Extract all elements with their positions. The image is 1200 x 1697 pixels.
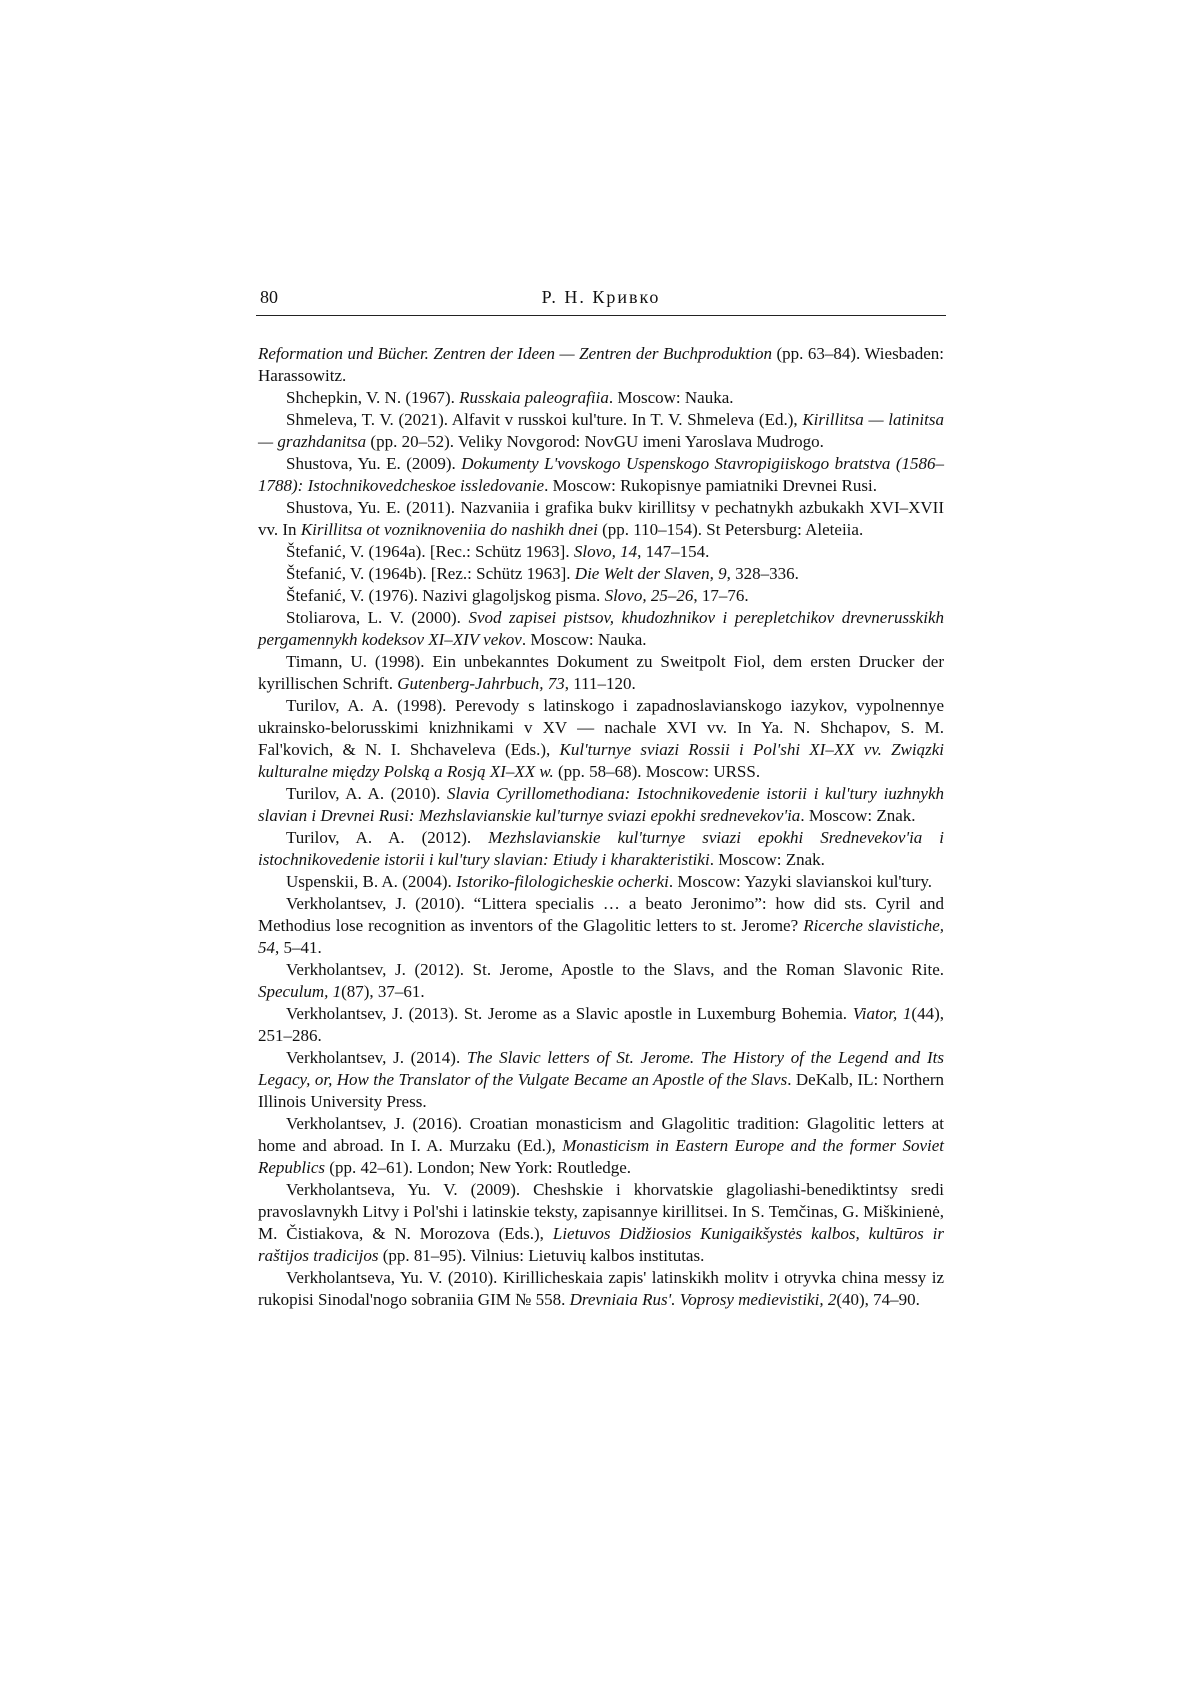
reference-text: Verkholantsev, J. (2014). [286,1048,467,1067]
reference-entry [258,541,944,563]
reference-title: Istoriko-filologicheskie ocherki [456,872,669,891]
reference-title: Russkaia paleografiia [459,388,609,407]
reference-text: . DeKalb, IL: Northern Illinois University Press. [258,1070,944,1111]
reference-text: Verkholantsev, J. (2016). Croatian monasticism and Glagolitic tradition: Glagolitic letters at home and abroad. In I. A. Murzaku (Ed.), [258,1114,944,1155]
reference-entry [258,409,944,453]
reference-text: Štefanić, V. (1964a). [Rec.: Schütz 1963]. [286,542,574,561]
reference-entry [258,1113,944,1179]
reference-title: Svod zapisei pistsov, khudozhnikov i perepletchikov drevnerusskikh pergamennykh kodeksov XI–XIV vekov [258,608,944,649]
reference-text: Stoliarova, L. V. (2000). [286,608,469,627]
reference-entry [258,695,944,783]
reference-entry [258,827,944,871]
reference-text: (44), 251–286. [258,1004,944,1045]
reference-text: Shmeleva, T. V. (2021). Alfavit v russkoi kul'ture. In T. V. Shmeleva (Ed.), [286,410,803,429]
reference-entry [258,651,944,695]
reference-text: , 328–336. [726,564,799,583]
reference-title: Kirillitsa — latinitsa — grazhdanitsa [258,410,944,451]
reference-text: Verkholantsev, J. (2010). “Littera specialis … a beato Jeronimo”: how did sts. Cyril and Methodius lose recognition as inventors of the Glagolitic letters to st. Jerome? [258,894,944,935]
reference-entry [258,959,944,1003]
reference-text: (pp. 110–154). St Petersburg: Aleteiia. [597,520,864,539]
reference-text: (87), 37–61. [341,982,425,1001]
reference-title: Viator, 1 [852,1004,912,1023]
reference-text: Shustova, Yu. E. (2011). Nazvaniia i grafika bukv kirillitsy v pechatnykh azbukakh XVI–XVII vv. In [258,498,944,539]
reference-entry [258,1003,944,1047]
reference-text: Štefanić, V. (1976). Nazivi glagoljskog pisma. [286,586,605,605]
reference-text: . Moscow: Nauka. [521,630,647,649]
reference-text: Turilov, A. A. (2010). [286,784,448,803]
reference-text: Shchepkin, V. N. (1967). [286,388,460,407]
reference-title: Mezhslavianskie kul'turnye sviazi epokhi Srednevekov'ia i istochnikovedenie istorii i kul'tury slavian: Etiudy i kharakteristiki [258,828,944,869]
reference-text: (pp. 42–61). London; New York: Routledge. [325,1158,632,1177]
reference-title: Slavia Cyrillomethodiana: Istochnikovedenie istorii i kul'tury iuzhnykh slavian i Drevnei Rusi: Mezhslavianskie kul'turnye sviazi epokhi srednevekov'ia [258,784,945,825]
reference-title: Kirillitsa ot vozniknoveniia do nashikh dnei [300,520,598,539]
reference-text: (pp. 81–95). Vilnius: Lietuvių kalbos institutas. [378,1246,705,1265]
reference-entry [258,387,944,409]
reference-text: Turilov, A. A. (1998). Perevody s latinskogo i zapadnoslavianskogo iazykov, vypolnennye ukrainsko-belorusskimi knizhnikami v XV — nachale XVI vv. In Ya. N. Shchapov, S. M. Fal'kovich, & N. I. Shchaveleva (Eds.), [258,696,944,759]
reference-entry [258,563,944,585]
reference-text: . Moscow: Nauka. [608,388,734,407]
reference-title: Speculum, 1 [258,982,342,1001]
reference-text: Verkholantseva, Yu. V. (2009). Cheshskie i khorvatskie glagoliashi-benediktintsy sredi pravoslavnykh Litvy i Pol'shi i latinskie teksty, zapisannye kirillitsei. In S. Temčinas, G. Miškinienė, M. Čistiakova, & N. Morozova (Eds.), [258,1180,944,1243]
reference-text: Turilov, A. A. (2012). [286,828,489,847]
reference-entry [258,1267,944,1311]
running-header [256,287,946,316]
reference-entry [258,585,944,607]
page-number: 80 [260,287,278,307]
reference-title: Slovo, 14 [573,542,638,561]
reference-title: Drevniaia Rus'. Voprosy medievistiki, 2 [569,1290,837,1309]
reference-title: Reformation und Bücher. Zentren der Ideen — Zentren der Buchproduktion [258,344,772,363]
reference-title: Dokumenty L'vovskogo Uspenskogo Stavropigiiskogo bratstva (1586–1788): Istochnikovedcheskoe issledovanie [258,454,944,495]
reference-title: Die Welt der Slaven, 9 [574,564,727,583]
reference-title: Monasticism in Eastern Europe and the former Soviet Republics [258,1136,944,1177]
reference-entry [258,1047,944,1113]
reference-entry [258,893,944,959]
reference-text: Štefanić, V. (1964b). [Rez.: Schütz 1963]. [286,564,575,583]
reference-text: , 17–76. [693,586,749,605]
reference-text: (pp. 63–84). Wiesbaden: Harassowitz. [258,344,944,385]
reference-text: Uspenskii, B. A. (2004). [286,872,456,891]
reference-text: Timann, U. (1998). Ein unbekanntes Dokument zu Sweitpolt Fiol, dem ersten Drucker der kyrillischen Schrift. [258,652,944,693]
reference-text: (pp. 20–52). Veliky Novgorod: NovGU imeni Yaroslava Mudrogo. [366,432,824,451]
reference-text: , 111–120. [564,674,636,693]
reference-text: Verkholantsev, J. (2013). St. Jerome as a Slavic apostle in Luxemburg Bohemia. [286,1004,853,1023]
reference-entry [258,1179,944,1267]
reference-text: . Moscow: Znak. [709,850,825,869]
reference-entry [258,871,944,893]
reference-title: Lietuvos Didžiosios Kunigaikšystės kalbos, kultūros ir raštijos tradicijos [258,1224,944,1265]
reference-text: (40), 74–90. [836,1290,920,1309]
reference-text: , 147–154. [637,542,710,561]
reference-list [258,343,944,1311]
reference-text: Verkholantsev, J. (2012). St. Jerome, Apostle to the Slavs, and the Roman Slavonic Rite. [286,960,944,979]
reference-title: Kul'turnye sviazi Rossii i Pol'shi XI–XX vv. Związki kulturalne między Polską a Rosją XI–XX w. [258,740,944,781]
reference-text: Shustova, Yu. E. (2009). [286,454,462,473]
reference-entry [258,343,944,387]
reference-title: The Slavic letters of St. Jerome. The History of the Legend and Its Legacy, or, How the Translator of the Vulgate Became an Apostle of the Slavs [258,1048,944,1089]
reference-entry [258,497,944,541]
reference-text: Verkholantseva, Yu. V. (2010). Kirillicheskaia zapis' latinskikh molitv i otryvka china messy iz rukopisi Sinodal'nogo sobraniia GIM № 558. [258,1268,944,1309]
reference-text: . Moscow: Yazyki slavianskoi kul'tury. [668,872,933,891]
reference-entry [258,607,944,651]
reference-text: . Moscow: Znak. [800,806,916,825]
reference-title: Gutenberg-Jahrbuch, 73 [397,674,565,693]
reference-text: (pp. 58–68). Moscow: URSS. [553,762,761,781]
reference-title: Slovo, 25–26 [604,586,694,605]
running-title: Р. Н. Кривко [541,287,661,307]
reference-title: Ricerche slavistiche, 54 [258,916,944,957]
reference-entry [258,783,944,827]
reference-entry [258,453,944,497]
reference-text: . Moscow: Rukopisnye pamiatniki Drevnei Rusi. [544,476,877,495]
reference-text: , 5–41. [275,938,322,957]
